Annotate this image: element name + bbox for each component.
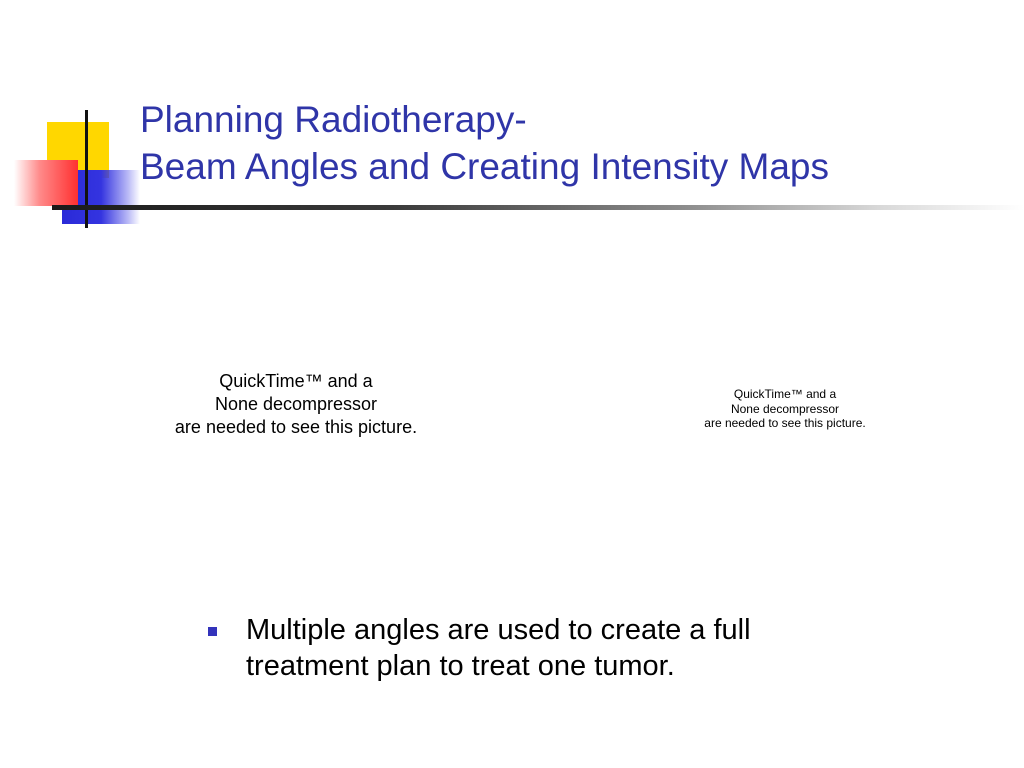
slide-logo-decoration bbox=[0, 0, 160, 240]
placeholder-line: are needed to see this picture. bbox=[704, 416, 866, 430]
placeholder-line: None decompressor bbox=[730, 401, 840, 416]
slide-title bbox=[140, 96, 829, 190]
placeholder-line: QuickTime™ and a bbox=[219, 371, 373, 391]
placeholder-line: QuickTime™ and a bbox=[733, 387, 837, 401]
square-bullet-icon bbox=[208, 627, 217, 636]
bullet-item bbox=[208, 612, 868, 684]
placeholder-line: None decompressor bbox=[214, 394, 378, 414]
slide-title-line-2: Beam Angles and Creating Intensity Maps bbox=[140, 146, 829, 187]
quicktime-placeholder-right bbox=[680, 387, 890, 431]
slide-title-line-1: Planning Radiotherapy- bbox=[140, 99, 527, 140]
bullet-text: Multiple angles are used to create a full treatment plan to treat one tumor. bbox=[246, 614, 751, 682]
red-square bbox=[14, 160, 78, 206]
quicktime-placeholder-left bbox=[126, 370, 466, 439]
vertical-rule bbox=[85, 110, 88, 228]
title-underline bbox=[52, 205, 1024, 210]
placeholder-line: are needed to see this picture. bbox=[174, 417, 418, 437]
bullet-list bbox=[208, 612, 868, 684]
